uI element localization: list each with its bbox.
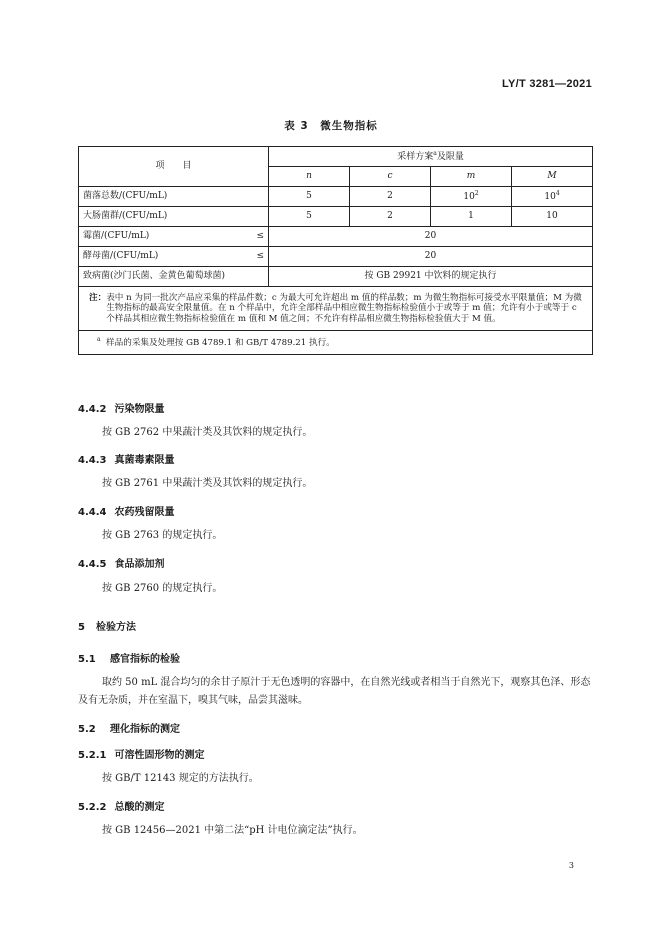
microbial-indicator-table	[78, 146, 593, 355]
chapter-heading: 5 检验方法	[78, 622, 136, 633]
table-title: 表 3 微生物指标	[284, 120, 378, 132]
section-body: 按 GB 2761 中果蔬汁类及其饮料的规定执行。	[102, 478, 313, 489]
row-label: 菌落总数/(CFU/mL)	[79, 187, 269, 207]
cell-limit: 20	[269, 227, 593, 247]
standard-number: LY/T 3281—2021	[501, 78, 592, 90]
section-heading: 4.4.4 农药残留限量	[78, 507, 175, 518]
section-heading: 4.4.2 污染物限量	[78, 404, 165, 415]
section-body: 按 GB 2762 中果蔬汁类及其饮料的规定执行。	[102, 427, 313, 438]
section-body: 取约 50 mL 混合均匀的余甘子原汁于无色透明的容器中，在自然光线或者相当于自然光下，观察其色泽、形态及有无杂质，并在室温下，嗅其气味，品尝其滋味。	[78, 677, 591, 706]
cell-c: 2	[350, 187, 431, 207]
less-equal-symbol: ≤	[256, 231, 264, 242]
section-heading: 5.1 感官指标的检验	[78, 654, 180, 665]
section-body: 按 GB 2760 的规定执行。	[102, 583, 223, 594]
note-label: 注：	[89, 293, 107, 303]
header-project: 项 目	[79, 147, 269, 187]
row-label: 大肠菌群/(CFU/mL)	[79, 207, 269, 227]
table-note	[79, 287, 593, 331]
section-heading: 5.2.2 总酸的测定	[78, 802, 165, 813]
less-equal-symbol: ≤	[256, 251, 264, 262]
note-text: 表中 n 为同一批次产品应采集的样品件数；c 为最大可允许超出 m 值的样品数；m 为微生物指标可接受水平限量值；M 为微生物指标的最高安全限量值。在 n 个样品中，允许全部样品中相应微生物指标检验值小于或等于 m 值；允许有小于或等于 c 个样品其相应微生物指标检验值在 m 值和 M 值之间；不允许有样品相应微生物指标检验值大于 M 值。	[106, 293, 582, 324]
page-number: 3	[568, 861, 574, 870]
header-c: c	[350, 167, 431, 187]
row-label: 致病菌(沙门氏菌、金黄色葡萄球菌)	[79, 267, 269, 287]
table-row	[79, 227, 593, 247]
header-sampling-plan: 采样方案$^a$及限量	[269, 147, 593, 167]
section-heading: 5.2 理化指标的测定	[78, 724, 180, 735]
header-M: M	[512, 167, 593, 187]
cell-n: 5	[269, 187, 350, 207]
section-body: 按 GB 2763 的规定执行。	[102, 530, 223, 541]
cell-c: 2	[350, 207, 431, 227]
row-label: 霉菌/(CFU/mL) ≤	[79, 227, 269, 247]
section-body: 按 GB/T 12143 规定的方法执行。	[102, 773, 259, 784]
cell-limit: 20	[269, 247, 593, 267]
table-row	[79, 187, 593, 207]
section-body: 按 GB 12456—2021 中第二法“pH 计电位滴定法”执行。	[102, 825, 363, 836]
table-row	[79, 267, 593, 287]
table-footnote: $^a$ 样品的采集及处理按 GB 4789.1 和 GB/T 4789.21 执行。	[79, 330, 593, 354]
row-label: 酵母菌/(CFU/mL) ≤	[79, 247, 269, 267]
section-heading: 4.4.3 真菌毒素限量	[78, 455, 175, 466]
table-row	[79, 207, 593, 227]
section-heading: 5.2.1 可溶性固形物的测定	[78, 750, 205, 761]
cell-M: $10^4$	[512, 187, 593, 207]
section-heading: 4.4.5 食品添加剂	[78, 559, 165, 570]
cell-m: $10^2$	[431, 187, 512, 207]
header-m: m	[431, 167, 512, 187]
cell-M: 10	[512, 207, 593, 227]
cell-pathogen-rule: 按 GB 29921 中饮料的规定执行	[269, 267, 593, 287]
cell-n: 5	[269, 207, 350, 227]
table-row	[79, 247, 593, 267]
header-n: n	[269, 167, 350, 187]
cell-m: 1	[431, 207, 512, 227]
